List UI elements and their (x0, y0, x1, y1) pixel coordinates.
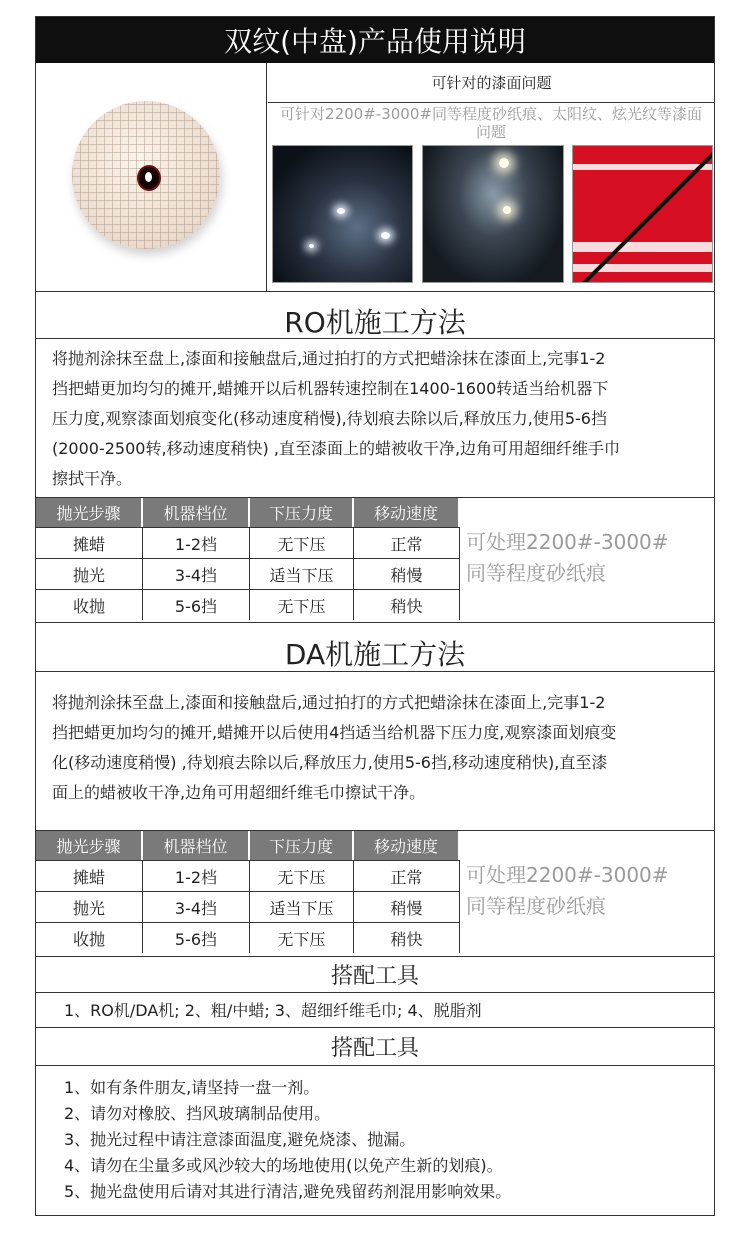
column-header: 抛光步骤 (36, 831, 143, 860)
table-cell: 收抛 (36, 923, 143, 953)
column-header: 抛光步骤 (36, 498, 143, 527)
notes-title: 搭配工具 (330, 1035, 419, 1061)
note-item: 5、抛光盘使用后请对其进行清洁,避免残留药剂混用影响效果。 (64, 1182, 512, 1201)
note-item: 3、抛光过程中请注意漆面温度,避免烧漆、抛漏。 (64, 1130, 416, 1149)
table-cell: 无下压 (250, 923, 354, 953)
table-cell: 3-4挡 (143, 559, 250, 589)
table-cell: 1-2档 (143, 528, 250, 558)
da-instructions-line: 挡把蜡更加均匀的摊开,蜡摊开以后使用4挡适当给机器下压力度,观察漆面划痕变 (52, 723, 617, 742)
usage-notes (64, 1075, 704, 1205)
table-cell: 无下压 (250, 528, 354, 558)
table-cell: 收抛 (36, 590, 143, 620)
problems-title: 可针对的漆面问题 (268, 63, 715, 103)
table-cell: 抛光 (36, 892, 143, 922)
tools-title: 搭配工具 (330, 963, 419, 989)
table-row (36, 590, 460, 620)
polishing-pad-image (72, 101, 220, 249)
paint-scratch-photo (422, 145, 564, 283)
table-cell: 1-2档 (143, 861, 250, 891)
table-header (36, 498, 460, 527)
table-cell: 正常 (354, 528, 460, 558)
pad-center-hole (137, 165, 161, 191)
product-image-cell (36, 63, 267, 291)
da-instructions (52, 688, 712, 808)
ro-settings-table (36, 498, 460, 620)
note-line: 可处理2200#-3000# (466, 863, 669, 887)
column-header: 机器档位 (143, 498, 250, 527)
note-line: 可处理2200#-3000# (466, 530, 669, 554)
table-cell: 3-4挡 (143, 892, 250, 922)
da-instructions-line: 化(移动速度稍慢) ,待划痕去除以后,释放压力,使用5-6挡,移动速度稍快),直至漆 (52, 753, 608, 772)
ro-instructions-line: (2000-2500转,移动速度稍快) ,直至漆面上的蜡被收干净,边角可用超细纤维手巾 (52, 439, 621, 458)
table-cell: 适当下压 (250, 892, 354, 922)
da-capability-note (466, 860, 706, 922)
column-header: 下压力度 (250, 831, 354, 860)
column-header: 移动速度 (354, 831, 460, 860)
paint-swirl-photo (272, 145, 413, 283)
table-cell: 稍快 (354, 923, 460, 953)
problems-description: 可针对2200#-3000#同等程度砂纸痕、太阳纹、炫光纹等漆面问题 (280, 105, 702, 141)
ro-instructions-line: 擦拭干净。 (52, 469, 133, 488)
table-cell: 稍快 (354, 590, 460, 620)
da-instructions-line: 面上的蜡被收干净,边角可用超细纤维毛巾擦试干净。 (52, 783, 426, 802)
da-settings-table (36, 831, 460, 953)
table-row (36, 923, 460, 953)
note-line: 同等程度砂纸痕 (466, 894, 606, 918)
ro-section-title: RO机施工方法 (284, 306, 466, 339)
table-cell: 稍慢 (354, 892, 460, 922)
instruction-sheet (35, 16, 715, 1216)
note-item: 2、请勿对橡胶、挡风玻璃制品使用。 (64, 1104, 331, 1123)
ro-instructions-line: 挡把蜡更加均匀的摊开,蜡摊开以后机器转速控制在1400-1600转适当给机器下 (52, 379, 609, 398)
note-item: 4、请勿在尘量多或风沙较大的场地使用(以免产生新的划痕)。 (64, 1156, 503, 1175)
red-paint-before-after-photo (572, 145, 713, 283)
table-row (36, 892, 460, 923)
ro-capability-note (466, 527, 706, 589)
column-header: 移动速度 (354, 498, 460, 527)
column-header: 机器档位 (143, 831, 250, 860)
table-cell: 摊蜡 (36, 528, 143, 558)
ro-instructions-line: 将抛剂涂抹至盘上,漆面和接触盘后,通过拍打的方式把蜡涂抹在漆面上,完事1-2 (52, 349, 606, 368)
table-cell: 无下压 (250, 590, 354, 620)
table-cell: 稍慢 (354, 559, 460, 589)
table-cell: 5-6挡 (143, 923, 250, 953)
da-instructions-line: 将抛剂涂抹至盘上,漆面和接触盘后,通过拍打的方式把蜡涂抹在漆面上,完事1-2 (52, 693, 606, 712)
page-title: 双纹(中盘)产品使用说明 (36, 17, 714, 63)
table-cell: 正常 (354, 861, 460, 891)
column-header: 下压力度 (250, 498, 354, 527)
tools-list: 1、RO机/DA机; 2、粗/中蜡; 3、超细纤维毛巾; 4、脱脂剂 (64, 1001, 482, 1020)
table-header (36, 831, 460, 860)
note-item: 1、如有条件朋友,请坚持一盘一剂。 (64, 1078, 320, 1097)
note-line: 同等程度砂纸痕 (466, 561, 606, 585)
table-cell: 抛光 (36, 559, 143, 589)
table-cell: 无下压 (250, 861, 354, 891)
table-cell: 摊蜡 (36, 861, 143, 891)
table-cell: 适当下压 (250, 559, 354, 589)
table-row (36, 861, 460, 892)
da-section-title: DA机施工方法 (284, 638, 466, 671)
table-cell: 5-6挡 (143, 590, 250, 620)
table-row (36, 528, 460, 559)
ro-instructions (52, 344, 712, 494)
table-row (36, 559, 460, 590)
ro-instructions-line: 压力度,观察漆面划痕变化(移动速度稍慢),待划痕去除以后,释放压力,使用5-6挡 (52, 409, 607, 428)
